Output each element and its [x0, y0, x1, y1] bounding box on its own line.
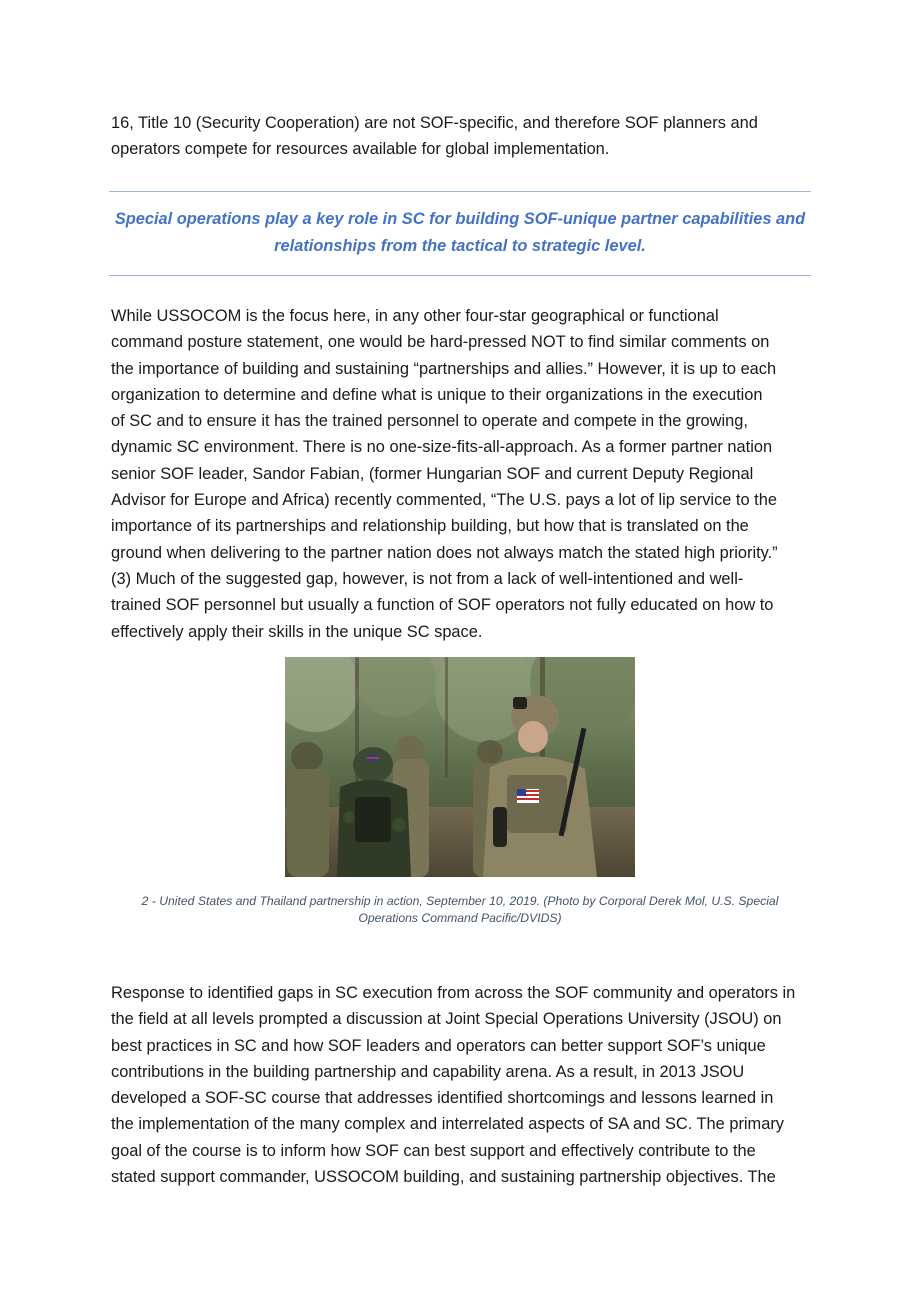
pull-quote-bottom-rule: [109, 275, 811, 276]
pull-quote-line-1: Special operations play a key role in SC for building SOF-unique partner capabilities and: [114, 210, 806, 228]
paragraph-line: effectively apply their skills in the unique SC space.: [111, 622, 483, 641]
paragraph-line: dynamic SC environment. There is no one-size-fits-all-approach. As a former partner nation: [111, 438, 773, 457]
paragraph-line: (3) Much of the suggested gap, however, is not from a lack of well-intentioned and well-: [111, 569, 744, 588]
paragraph-line: trained SOF personnel but usually a function of SOF operators not fully educated on how to: [111, 596, 774, 615]
paragraph-line: the field at all levels prompted a discussion at Joint Special Operations University (JSOU) on: [111, 1010, 782, 1029]
paragraph-line: of SC and to ensure it has the trained personnel to operate and compete in the growing,: [111, 412, 748, 431]
figure-photo: [285, 657, 635, 877]
caption-line-2: Operations Command Pacific/DVIDS): [358, 911, 562, 925]
caption-line-1: 2 - United States and Thailand partnership in action, September 10, 2019. (Photo by Corporal Derek Mol, U.S. Special: [141, 894, 779, 908]
paragraph-line: the implementation of the many complex and interrelated aspects of SA and SC. The primary: [111, 1115, 784, 1134]
paragraph-line: Response to identified gaps in SC execution from across the SOF community and operators in: [111, 984, 796, 1002]
body-paragraph-3: [111, 980, 817, 1190]
paragraph-line: ground when delivering to the partner nation does not always match the stated high priority.”: [111, 543, 778, 562]
figure-caption: [111, 893, 809, 927]
pull-quote: [109, 206, 811, 259]
soldiers-photo-illustration: [285, 657, 635, 877]
body-paragraph-2: [111, 303, 817, 645]
paragraph-line: importance of its partnerships and relationship building, but how that is translated on the: [111, 517, 749, 536]
paragraph-line: Advisor for Europe and Africa) recently commented, “The U.S. pays a lot of lip service to the: [111, 491, 777, 510]
intro-line-1: 16, Title 10 (Security Cooperation) are not SOF-specific, and therefore SOF planners and: [111, 114, 758, 132]
paragraph-line: best practices in SC and how SOF leaders and operators can better support SOF’s unique: [111, 1036, 766, 1055]
paragraph-line: the importance of building and sustaining “partnerships and allies.” However, it is up to each: [111, 359, 777, 378]
paragraph-line: command posture statement, one would be hard-pressed NOT to find similar comments on: [111, 333, 770, 352]
paragraph-line: contributions in the building partnership and capability arena. As a result, in 2013 JSOU: [111, 1062, 745, 1081]
pull-quote-top-rule: [109, 191, 811, 192]
paragraph-line: stated support commander, USSOCOM building, and sustaining partnership objectives. The: [111, 1168, 776, 1187]
intro-line-2: operators compete for resources available for global implementation.: [111, 140, 610, 159]
pull-quote-line-2: relationships from the tactical to strategic level.: [274, 236, 646, 255]
paragraph-line: developed a SOF-SC course that addresses identified shortcomings and lessons learned in: [111, 1089, 774, 1108]
paragraph-line: senior SOF leader, Sandor Fabian, (former Hungarian SOF and current Deputy Regional: [111, 464, 754, 483]
paragraph-line: While USSOCOM is the focus here, in any other four-star geographical or functional: [111, 307, 719, 325]
paragraph-line: organization to determine and define what is unique to their organizations in the execution: [111, 385, 763, 404]
paragraph-line: goal of the course is to inform how SOF can best support and effectively contribute to the: [111, 1141, 756, 1160]
intro-paragraph: [111, 110, 817, 163]
